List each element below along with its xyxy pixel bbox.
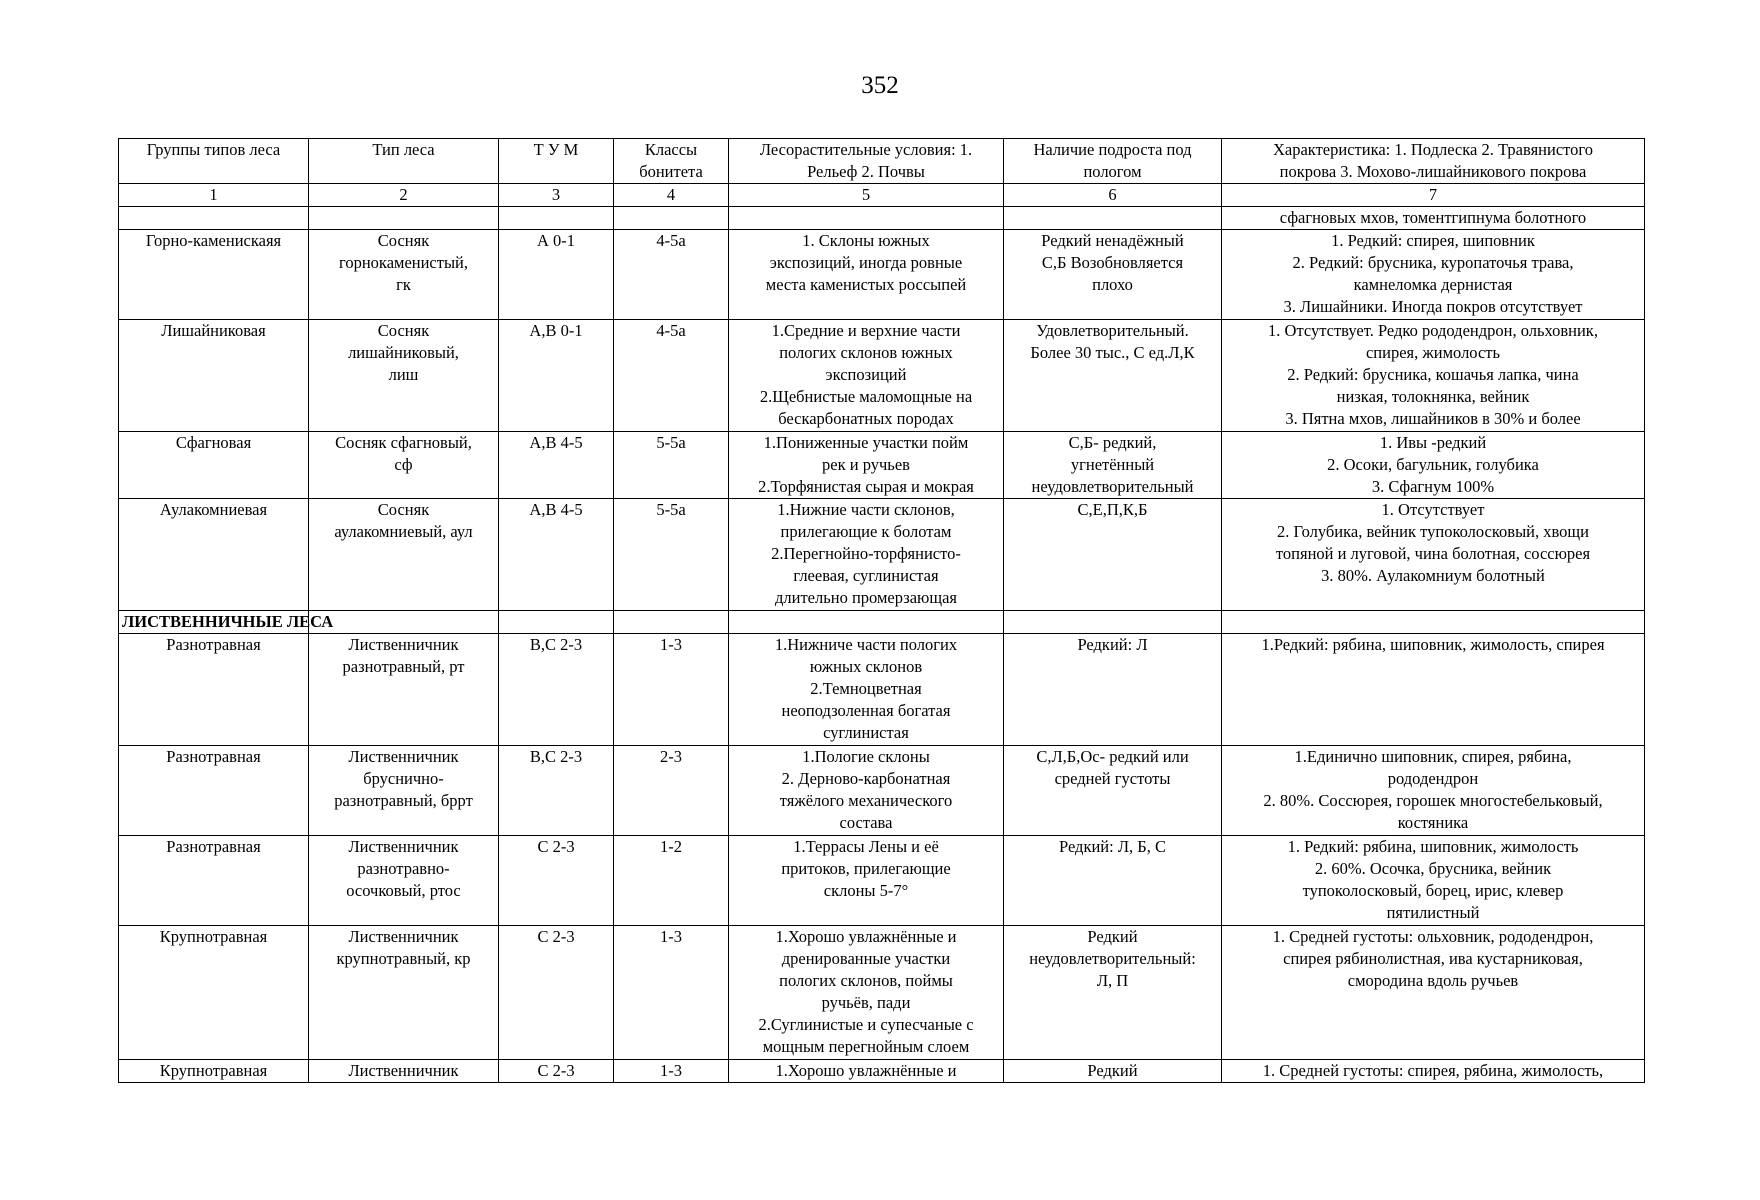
cell-text-line: топяной и луговой, чина болотная, соссюрея [1275,544,1591,563]
cell-text-line: смородина вдоль ручьев [1347,971,1519,990]
cell-text-line: 2.Темноцветная [810,679,922,698]
cell-text-line: неудовлетворительный [1031,477,1194,496]
characteristics-cell [1222,499,1645,611]
cell-text-line: Рельеф 2. Почвы [807,162,925,181]
cell-text-line: 1-3 [660,927,682,946]
bonitet-class-cell [614,836,729,926]
cell-text-line: Группы типов леса [146,140,281,159]
cell-text-line: прилегающие к болотам [780,522,952,541]
undergrowth-cell [1004,320,1222,432]
cell-text-line: 2. Дерново-карбонатная [781,769,951,788]
cell-text-line: 2. 60%. Осочка, брусника, вейник [1314,859,1552,878]
cell-text-line: 1-2 [660,837,682,856]
cell-text-line: Редкий [1087,1061,1138,1080]
cell-text-line: разнотравный, бррт [334,791,473,810]
bonitet-class-cell [614,207,729,230]
forest-group-cell [119,207,309,230]
growing-conditions-cell [729,836,1004,926]
column-number-4 [614,184,729,207]
forest-group-cell [119,499,309,611]
cell-text-line: Наличие подроста под [1033,140,1192,159]
growing-conditions-cell [729,499,1004,611]
cell-text-line: 3. Лишайники. Иногда покров отсутствует [1283,297,1583,316]
forest-group-cell [119,836,309,926]
cell-text-line: А,В 4-5 [529,433,583,452]
forest-types-table [118,138,1645,1083]
cell-text-line: 2. Голубика, вейник тупоколосковый, хвощи [1277,522,1589,541]
cell-text-line: Сосняк [377,321,430,340]
cell-text-line: Тип леса [372,140,435,159]
cell-text-line: 5-5а [656,500,686,519]
cell-text-line: аулакомниевый, аул [334,522,473,541]
section-empty-cell [614,611,729,634]
forest-group-cell [119,634,309,746]
cell-text-line: 3. Пятна мхов, лишайников в 30% и более [1285,409,1581,428]
cell-text-line: неудовлетворительный: [1029,949,1196,968]
cell-text-line: тупоколосковый, борец, ирис, клевер [1302,881,1564,900]
table-row [119,1060,1645,1083]
cell-text-line: разнотравно- [357,859,450,878]
growing-conditions-cell [729,320,1004,432]
cell-text-line: Характеристика: 1. Подлеска 2. Травянистого [1272,140,1593,159]
cell-text-line: Сосняк [377,500,430,519]
cell-text-line: Лиственничник [348,837,459,856]
forest-type-cell [309,1060,499,1083]
table-row [119,320,1645,432]
cell-text-line: 1. Отсутствует [1381,500,1485,519]
cell-text-line: 4-5а [656,321,686,340]
cell-text-line: Сфагновая [175,433,252,452]
tum-cell [499,207,614,230]
cell-text-line: В,С 2-3 [529,747,583,766]
cell-text-line: 1.Единично шиповник, спирея, рябина, [1294,747,1572,766]
cell-text-line: тяжёлого механического [779,791,953,810]
cell-text-line: 1. Редкий: рябина, шиповник, жимолость [1287,837,1579,856]
characteristics-cell [1222,746,1645,836]
cell-text-line: бескарбонатных породах [778,409,954,428]
cell-text-line: бонитета [639,162,703,181]
cell-text-line: 2.Торфянистая сырая и мокрая [758,477,974,496]
characteristics-cell [1222,836,1645,926]
cell-text-line: Более 30 тыс., С ед.Л,К [1030,343,1195,362]
cell-text-line: 2.Перегнойно-торфянисто- [771,544,961,563]
bonitet-class-cell [614,499,729,611]
cell-text-line: 5-5а [656,433,686,452]
characteristics-cell [1222,207,1645,230]
cell-text-line: 1.Террасы Лены и её [793,837,939,856]
section-empty-cell [499,611,614,634]
cell-text-line: камнеломка дернистая [1353,275,1513,294]
cell-text-line: С,Б- редкий, [1068,433,1157,452]
cell-text-line: 3. 80%. Аулакомниум болотный [1321,566,1545,585]
characteristics-cell [1222,230,1645,320]
cell-text-line: пятилистный [1386,903,1480,922]
undergrowth-cell [1004,1060,1222,1083]
cell-text-line: 4-5а [656,231,686,250]
cell-text-line: гк [396,275,411,294]
cell-text-line: Горно-каменискаяя [145,231,282,250]
cell-text-line: южных склонов [809,657,923,676]
growing-conditions-cell [729,746,1004,836]
cell-text-line: Разнотравная [166,837,261,856]
undergrowth-cell [1004,432,1222,499]
bonitet-class-cell [614,432,729,499]
column-number-7 [1222,184,1645,207]
cell-text-line: Разнотравная [166,747,261,766]
cell-text-line: 1.Пологие склоны [802,747,930,766]
cell-text-line: 1.Пониженные участки пойм [763,433,969,452]
cell-text-line: 1.Хорошо увлажнённые и [775,927,957,946]
table-row [119,926,1645,1060]
undergrowth-cell [1004,746,1222,836]
cell-text-line: экспозиций, иногда ровные [769,253,963,272]
header-forest-group [119,139,309,184]
forest-type-cell [309,320,499,432]
section-empty-cell [1222,611,1645,634]
undergrowth-cell [1004,499,1222,611]
undergrowth-cell [1004,836,1222,926]
section-empty-cell [309,611,499,634]
undergrowth-cell [1004,634,1222,746]
tum-cell [499,836,614,926]
cell-text-line: сфагновых мхов, томентгипнума болотного [1279,208,1587,227]
undergrowth-cell [1004,926,1222,1060]
forest-group-cell [119,230,309,320]
cell-text-line: 3 [551,185,561,204]
cell-text-line: 1. Средней густоты: ольховник, рододендрон, [1272,927,1594,946]
bonitet-class-cell [614,634,729,746]
cell-text-line: 2. 80%. Соссюрея, горошек многостебельковый, [1263,791,1603,810]
table-row [119,746,1645,836]
cell-text-line: 2.Суглинистые и супесчаные с [758,1015,974,1034]
cell-text-line: Лишайниковая [161,321,266,340]
section-row [119,611,1645,634]
bonitet-class-cell [614,746,729,836]
tum-cell [499,634,614,746]
cell-text-line: спирея рябинолистная, ива кустарниковая, [1283,949,1583,968]
column-number-row [119,184,1645,207]
cell-text-line: 1.Нижние части склонов, [777,500,955,519]
cell-text-line: 1-3 [660,1061,682,1080]
table-row [119,432,1645,499]
cell-text-line: 1-3 [660,635,682,654]
cell-text-line: 2. Осоки, багульник, голубика [1327,455,1539,474]
cell-text-line: суглинистая [823,723,909,742]
cell-text-line: костяника [1397,813,1469,832]
characteristics-cell [1222,634,1645,746]
cell-text-line: пологих склонов южных [779,343,953,362]
cell-text-line: С,Л,Б,Ос- редкий или [1036,747,1189,766]
cell-text-line: А,В 0-1 [529,321,583,340]
cell-text-line: ЛИСТВЕННИЧНЫЕ ЛЕСА [122,612,334,631]
header-bonitet-class [614,139,729,184]
cell-text-line: Редкий: Л, Б, С [1058,837,1167,856]
cell-text-line: сф [394,455,413,474]
forest-type-cell [309,499,499,611]
table-row [119,836,1645,926]
growing-conditions-cell [729,1060,1004,1083]
cell-text-line: рододендрон [1387,769,1479,788]
forest-group-cell [119,926,309,1060]
cell-text-line: С 2-3 [537,1061,575,1080]
cell-text-line: разнотравный, рт [342,657,465,676]
growing-conditions-cell [729,432,1004,499]
cell-text-line: Лиственничник [348,635,459,654]
characteristics-cell [1222,432,1645,499]
header-growing-conditions [729,139,1004,184]
cell-text-line: Редкий ненадёжный [1041,231,1184,250]
cell-text-line: лиш [388,365,419,384]
cell-text-line: горнокаменистый, [338,253,469,272]
cell-text-line: 2. Редкий: брусника, кошачья лапка, чина [1287,365,1579,384]
forest-group-cell [119,746,309,836]
cell-text-line: Редкий: Л [1077,635,1148,654]
characteristics-cell [1222,320,1645,432]
cell-text-line: 1. Редкий: спирея, шиповник [1331,231,1535,250]
column-number-3 [499,184,614,207]
cell-text-line: 1. Средней густоты: спирея, рябина, жимолость, [1262,1061,1604,1080]
bonitet-class-cell [614,926,729,1060]
undergrowth-cell [1004,230,1222,320]
bonitet-class-cell [614,320,729,432]
cell-text-line: крупнотравный, кр [336,949,471,968]
tum-cell [499,926,614,1060]
tum-cell [499,432,614,499]
forest-type-cell [309,746,499,836]
tum-cell [499,320,614,432]
cell-text-line: Т У М [533,140,579,159]
cell-text-line: 2-3 [660,747,682,766]
cell-text-line: 1.Хорошо увлажнённые и [775,1061,957,1080]
cell-text-line: 1. Склоны южных [802,231,930,250]
table-row [119,634,1645,746]
cell-text-line: 3. Сфагнум 100% [1371,477,1495,496]
header-row [119,139,1645,184]
undergrowth-cell [1004,207,1222,230]
cell-text-line: неоподзоленная богатая [781,701,951,720]
forest-type-cell [309,926,499,1060]
bonitet-class-cell [614,230,729,320]
column-number-2 [309,184,499,207]
tum-cell [499,499,614,611]
cell-text-line: рек и ручьев [822,455,910,474]
cell-text-line: осочковый, ртос [346,881,461,900]
cell-text-line: 5 [861,185,871,204]
cell-text-line: С,Е,П,К,Б [1077,500,1148,519]
cell-text-line: 1 [209,185,218,204]
cell-text-line: ручьёв, пади [821,993,911,1012]
cell-text-line: 7 [1428,185,1438,204]
cell-text-line: С,Б Возобновляется [1041,253,1184,272]
cell-text-line: средней густоты [1054,769,1171,788]
tum-cell [499,230,614,320]
tum-cell [499,746,614,836]
tum-cell [499,1060,614,1083]
growing-conditions-cell [729,207,1004,230]
header-forest-type [309,139,499,184]
header-tum [499,139,614,184]
cell-text-line: плохо [1092,275,1133,294]
cell-text-line: 1.Нижниче части пологих [774,635,958,654]
forest-type-cell [309,432,499,499]
cell-text-line: бруснично- [363,769,444,788]
cell-text-line: Крупнотравная [159,927,268,946]
cell-text-line: глеевая, суглинистая [793,566,939,585]
cell-text-line: Лиственничник [348,747,459,766]
cell-text-line: 4 [666,185,676,204]
growing-conditions-cell [729,230,1004,320]
cell-text-line: состава [839,813,893,832]
page-number: 352 [861,72,899,99]
cell-text-line: 2. Редкий: брусника, куропаточья трава, [1292,253,1574,272]
table-row [119,207,1645,230]
cell-text-line: мощным перегнойным слоем [762,1037,970,1056]
header-characteristics [1222,139,1645,184]
cell-text-line: спирея, жимолость [1365,343,1501,362]
cell-text-line: пологих склонов, поймы [779,971,953,990]
column-number-6 [1004,184,1222,207]
cell-text-line: 1. Отсутствует. Редко рододендрон, ольховник, [1268,321,1598,340]
cell-text-line: места каменистых россыпей [765,275,967,294]
cell-text-line: низкая, толокнянка, вейник [1336,387,1530,406]
cell-text-line: Аулакомниевая [159,500,268,519]
column-number-5 [729,184,1004,207]
cell-text-line: 2 [399,185,408,204]
table-row [119,499,1645,611]
bonitet-class-cell [614,1060,729,1083]
cell-text-line: В,С 2-3 [529,635,583,654]
cell-text-line: угнетённый [1070,455,1155,474]
cell-text-line: 1.Средние и верхние части [771,321,961,340]
cell-text-line: 2.Щебнистые маломощные на [759,387,973,406]
growing-conditions-cell [729,926,1004,1060]
forest-type-cell [309,230,499,320]
cell-text-line: Л, П [1096,971,1129,990]
column-number-1 [119,184,309,207]
cell-text-line: Лиственничник [348,1061,459,1080]
forest-type-cell [309,207,499,230]
cell-text-line: лишайниковый, [348,343,459,362]
section-empty-cell [1004,611,1222,634]
section-empty-cell [729,611,1004,634]
cell-text-line: Разнотравная [166,635,261,654]
cell-text-line: Редкий [1087,927,1138,946]
cell-text-line: пологом [1083,162,1142,181]
cell-text-line: экспозиций [825,365,907,384]
growing-conditions-cell [729,634,1004,746]
cell-text-line: Крупнотравная [159,1061,268,1080]
forest-type-cell [309,634,499,746]
cell-text-line: Классы [644,140,698,159]
forest-group-cell [119,1060,309,1083]
cell-text-line: покрова 3. Мохово-лишайникового покрова [1279,162,1587,181]
cell-text-line: дренированные участки [781,949,951,968]
cell-text-line: А,В 4-5 [529,500,583,519]
forest-group-cell [119,432,309,499]
cell-text-line: 1.Редкий: рябина, шиповник, жимолость, спирея [1261,635,1605,654]
characteristics-cell [1222,1060,1645,1083]
cell-text-line: С 2-3 [537,927,575,946]
header-undergrowth [1004,139,1222,184]
cell-text-line: Удовлетворительный. [1036,321,1189,340]
cell-text-line: Лесорастительные условия: 1. [759,140,973,159]
cell-text-line: 6 [1108,185,1117,204]
section-title [119,611,334,634]
characteristics-cell [1222,926,1645,1060]
cell-text-line: притоков, прилегающие [781,859,951,878]
cell-text-line: склоны 5-7° [823,881,909,900]
forest-group-cell [119,320,309,432]
cell-text-line: длительно промерзающая [775,588,957,607]
cell-text-line: 1. Ивы -редкий [1379,433,1487,452]
cell-text-line: А 0-1 [536,231,576,250]
table-row [119,230,1645,320]
cell-text-line: Сосняк [377,231,430,250]
forest-type-cell [309,836,499,926]
cell-text-line: Сосняк сфагновый, [335,433,472,452]
cell-text-line: С 2-3 [537,837,575,856]
cell-text-line: Лиственничник [348,927,459,946]
